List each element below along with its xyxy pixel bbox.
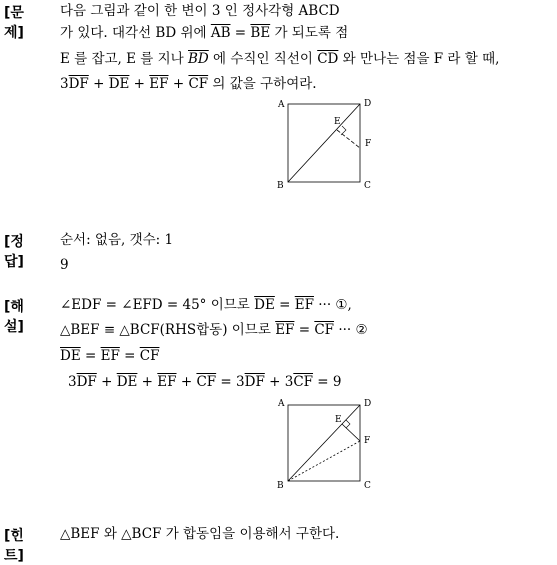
label-F: F <box>365 139 372 149</box>
solution-line-4: $3\overline{DF} + \overline{DE} + \overline{EF} + \overline{CF} = 3\overline{DF} + 3\overline{CF} = 9$ <box>68 374 342 390</box>
problem-line-3: E 를 잡고, E 를 지나 $\overline{BD}$ 에 수직인 직선이 $\overline{CD}$ 와 만나는 점을 F 라 할 때, <box>60 51 500 67</box>
label-B: B <box>277 481 284 491</box>
label-A: A <box>278 399 285 409</box>
label-E: E <box>335 415 342 425</box>
problem-tag: [문제] <box>4 5 24 41</box>
label-C: C <box>364 481 371 491</box>
label-D: D <box>364 399 372 409</box>
hint-text: △BEF 와 △BCF 가 합동임을 이용해서 구한다. <box>60 526 340 542</box>
label-D: D <box>364 99 372 109</box>
solution-figure <box>272 395 382 491</box>
answer-line-1: 순서: 없음, 갯수: 1 <box>60 232 174 248</box>
label-B: B <box>277 181 284 191</box>
problem-line-1: 다음 그림과 같이 한 변이 3 인 정사각형 ABCD <box>60 3 340 19</box>
answer-value: 9 <box>60 257 69 273</box>
problem-line-4: $3\overline{DF} + \overline{DE} + \overline{EF} + \overline{CF}$ 의 값을 구하여라. <box>60 76 317 92</box>
hint-tag: [힌트] <box>4 528 24 564</box>
solution-line-3: $\overline{DE} = \overline{EF} = \overline{CF}$ <box>60 348 160 364</box>
label-C: C <box>364 181 371 191</box>
problem-line-2: 가 있다. 대각선 BD 위에 $\overline{AB} = \overline{BE}$ 가 되도록 점 <box>60 25 349 41</box>
label-F: F <box>364 436 371 446</box>
solution-line-2: △BEF ≡ △BCF(RHS합동) 이므로 $\overline{EF} = \overline{CF}$ ··· ② <box>60 322 368 338</box>
label-A: A <box>278 100 285 110</box>
answer-tag: [정답] <box>4 234 24 270</box>
problem-figure <box>272 96 382 192</box>
solution-line-1: ∠EDF = ∠EFD = 45° 이므로 $\overline{DE} = \overline{EF}$ ··· ①, <box>60 297 352 313</box>
solution-tag: [해설] <box>4 299 24 335</box>
label-E: E <box>334 117 341 127</box>
